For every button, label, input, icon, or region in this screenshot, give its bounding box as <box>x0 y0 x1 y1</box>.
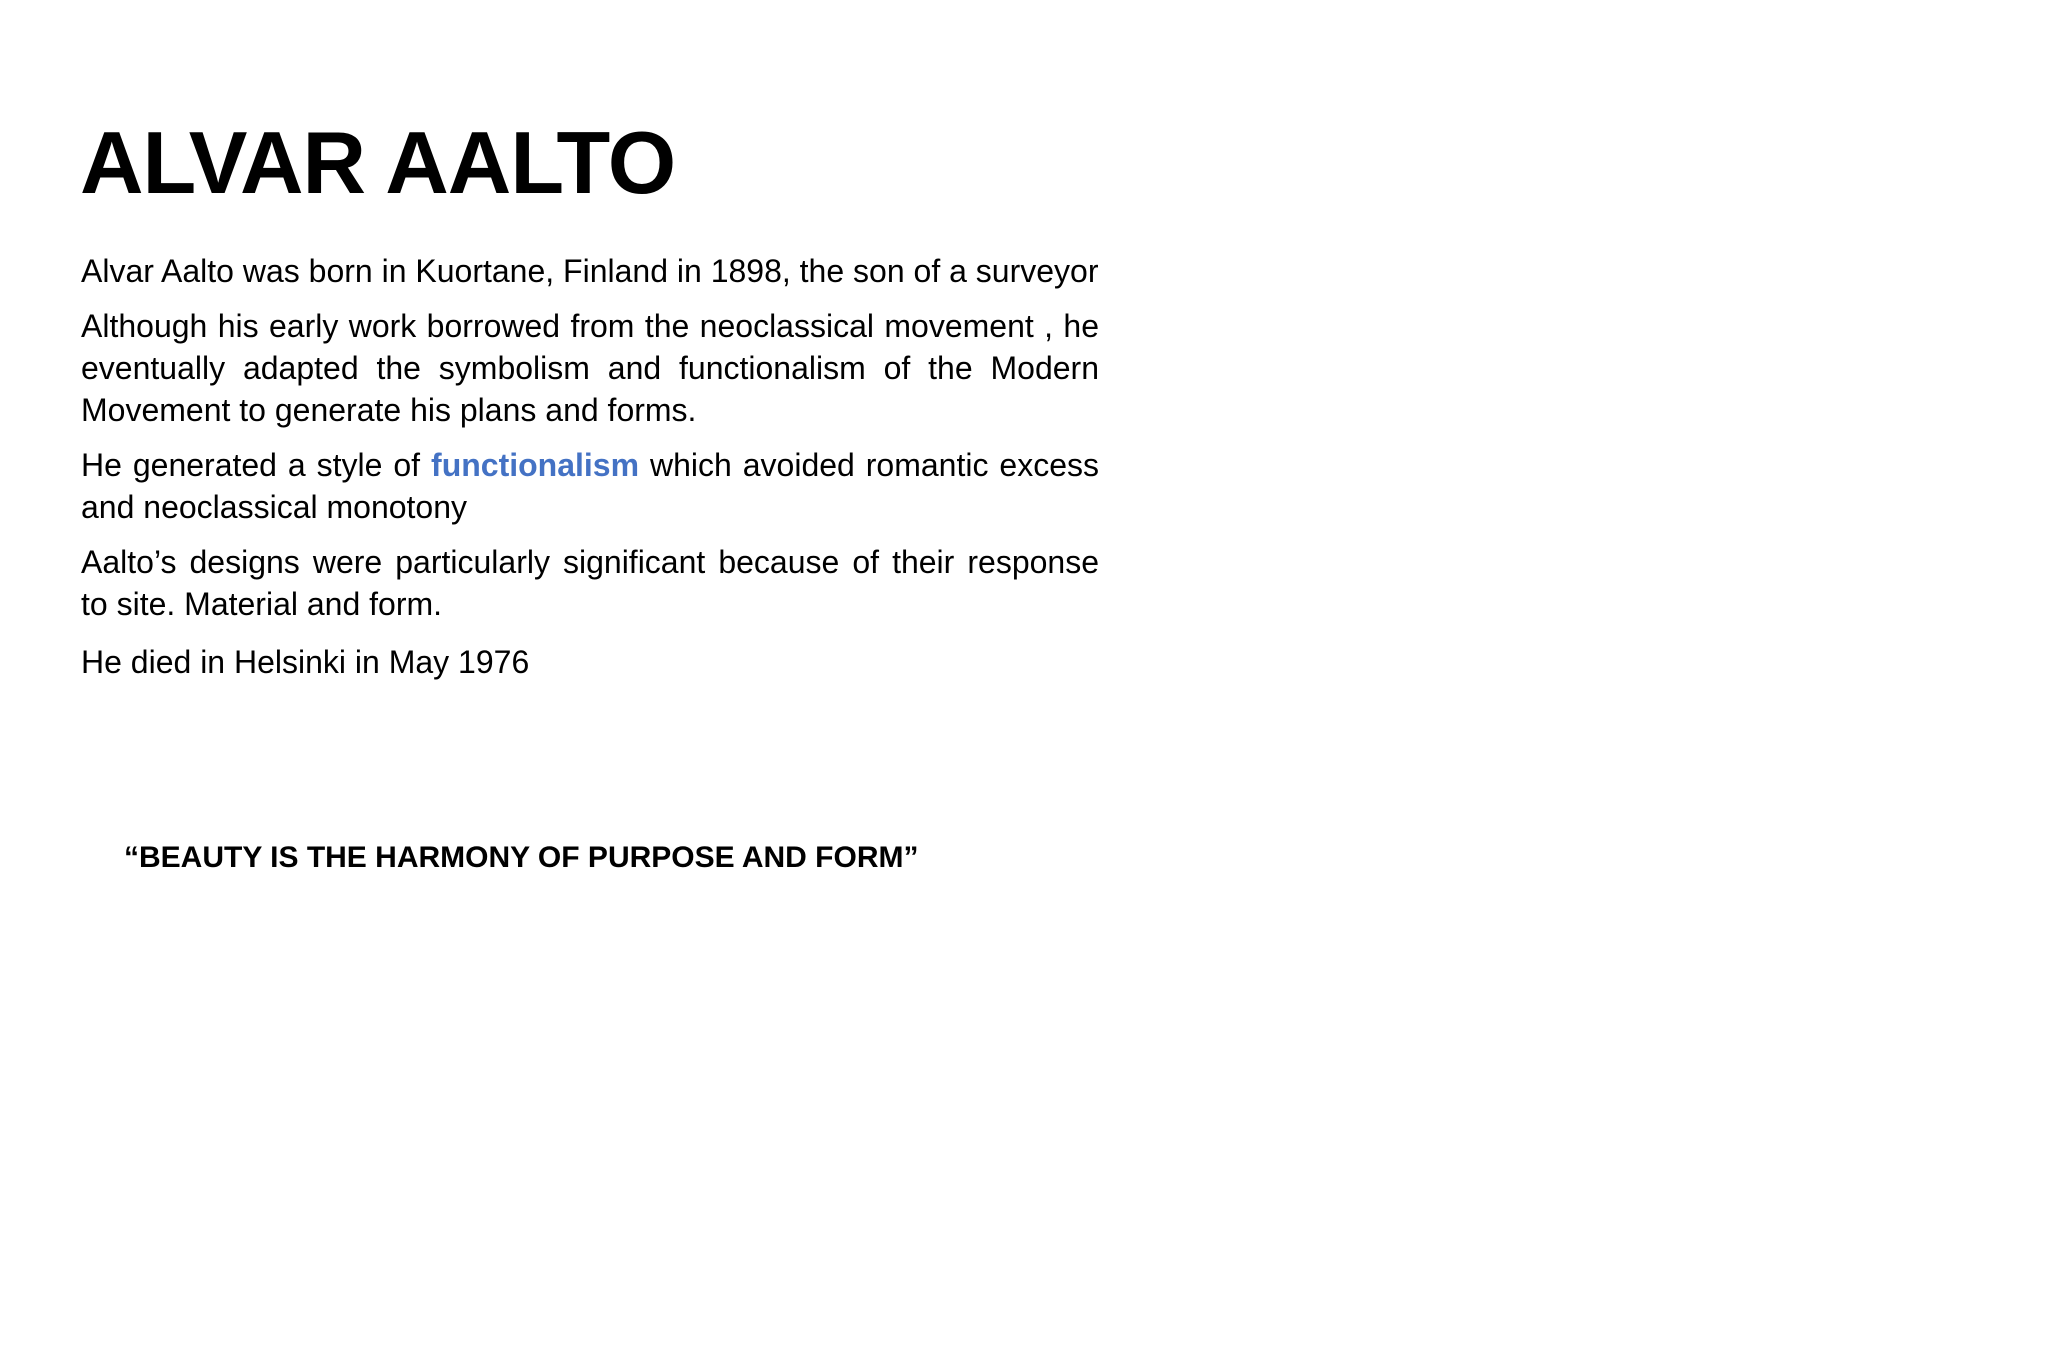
paragraph-early-work: Although his early work borrowed from the neoclassical movement , he eventually adapted the symbolism and functionalism of the Modern Movement to generate his plans and forms. <box>81 308 1099 428</box>
paragraph-designs: Aalto’s designs were particularly significant because of their response to site. Material and form. <box>81 544 1099 622</box>
paragraph-birth: Alvar Aalto was born in Kuortane, Finland in 1898, the son of a surveyor <box>81 253 1099 289</box>
quote-text: “BEAUTY IS THE HARMONY OF PURPOSE AND FORM” <box>124 841 919 874</box>
paragraph-death: He died in Helsinki in May 1976 <box>81 644 530 680</box>
slide-body <box>81 250 1099 696</box>
paragraph-style-text-after: which avoided romantic excess and neoclassical monotony <box>81 447 1100 525</box>
slide-title: ALVAR AALTO <box>80 113 676 212</box>
functionalism-highlight: functionalism <box>431 447 640 483</box>
paragraph-style-text-before: He generated a style of <box>81 447 432 483</box>
paragraph-style <box>81 444 1099 528</box>
